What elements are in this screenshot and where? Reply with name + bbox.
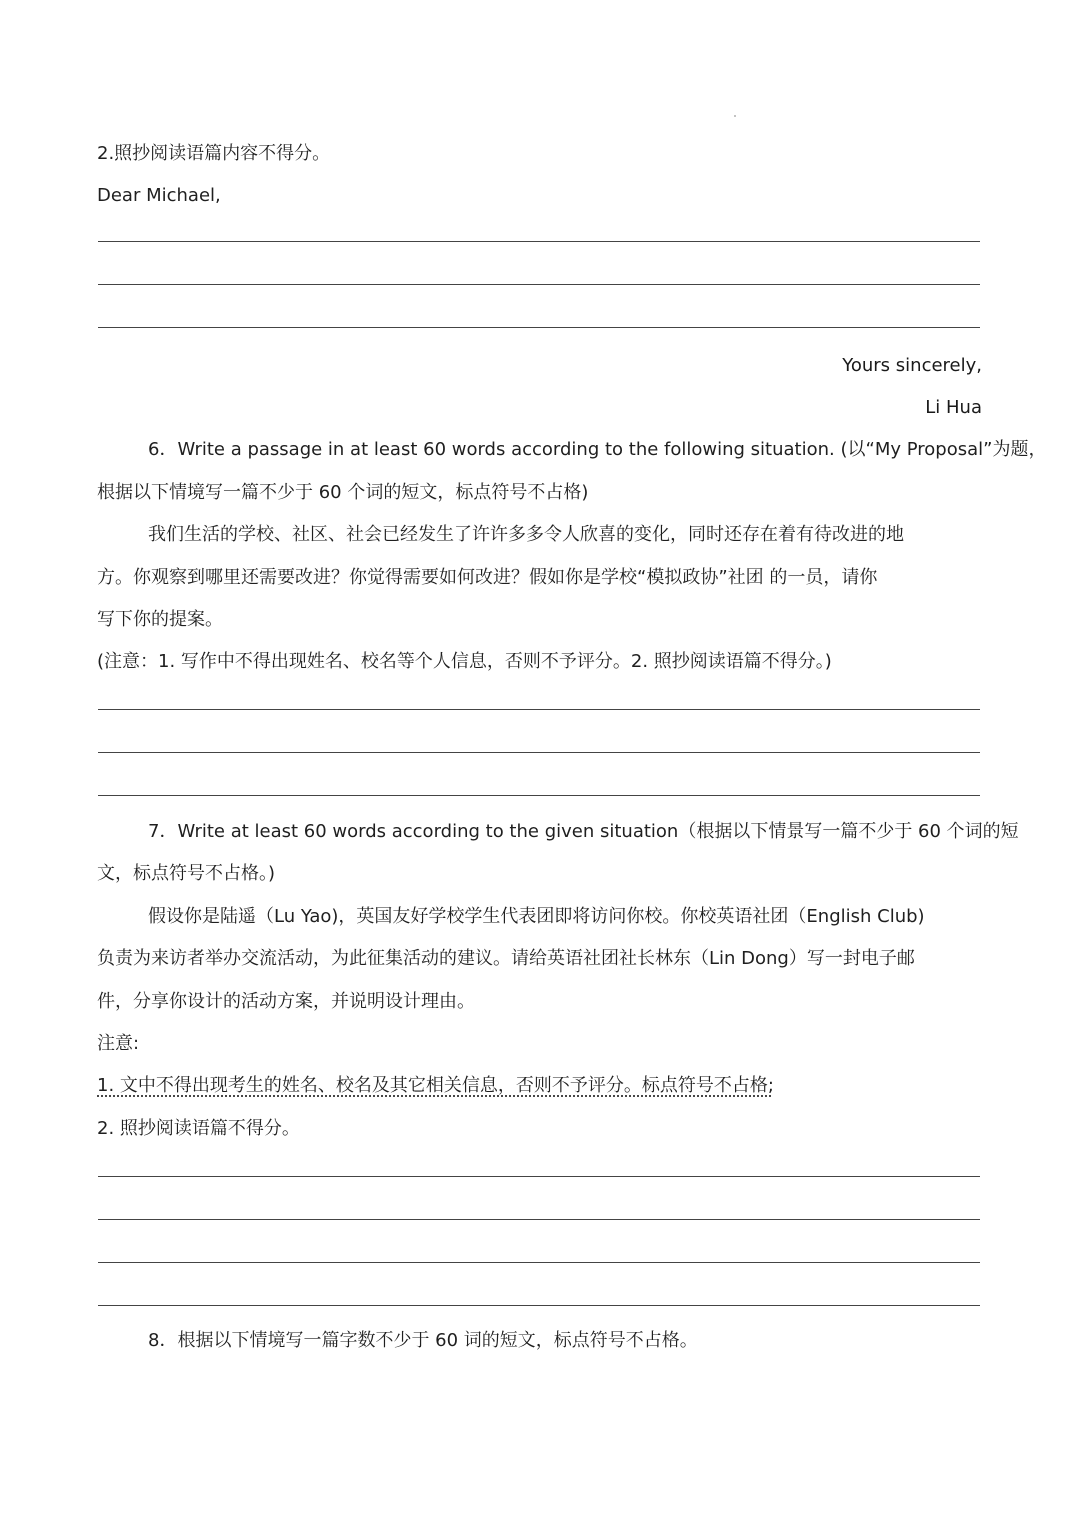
answer-line-task7-4[interactable] [98, 1305, 980, 1306]
task8-prompt-line-1: 8．根据以下情境写一篇字数不少于 60 词的短文，标点符号不占格。 [148, 1330, 698, 1351]
task7-prompt-line-2: 文，标点符号不占格。) [97, 863, 276, 884]
task6-prompt-line-2: 根据以下情境写一篇不少于 60 个词的短文，标点符号不占格) [97, 482, 589, 503]
task6-prompt-line-1: 6．Write a passage in at least 60 words according to the following situation. (以“My Proposal”为题， [148, 439, 1047, 460]
task6-note: (注意：1. 写作中不得出现姓名、校名等个人信息，否则不予评分。2. 照抄阅读语篇不得分。) [97, 651, 832, 672]
task7-note-title: 注意: [97, 1033, 140, 1054]
answer-line-task6-2[interactable] [98, 752, 980, 753]
answer-line-task7-2[interactable] [98, 1219, 980, 1220]
letter-salutation: Dear Michael, [97, 185, 221, 206]
answer-line-task7-1[interactable] [98, 1176, 980, 1177]
task5-note-2: 2.照抄阅读语篇内容不得分。 [97, 143, 331, 164]
task7-situation-line-2: 负责为来访者举办交流活动，为此征集活动的建议。请给英语社团社长林东（Lin Dong）写一封电子邮 [97, 948, 915, 969]
answer-line-task6-1[interactable] [98, 709, 980, 710]
task7-prompt-line-1: 7．Write at least 60 words according to the given situation（根据以下情景写一篇不少于 60 个词的短 [148, 821, 1019, 842]
task6-situation-line-1: 我们生活的学校、社区、社会已经发生了许许多多令人欣喜的变化，同时还存在着有待改进的地 [148, 524, 904, 545]
task7-situation-line-3: 件，分享你设计的活动方案，并说明设计理由。 [97, 991, 475, 1012]
answer-line-task5-3[interactable] [98, 327, 980, 328]
answer-line-task5-1[interactable] [98, 241, 980, 242]
answer-line-task6-3[interactable] [98, 795, 980, 796]
letter-closing: Yours sincerely, [842, 355, 982, 376]
task6-situation-line-2: 方。你观察到哪里还需要改进？你觉得需要如何改进？假如你是学校“模拟政协”社团 的一员，请你 [97, 567, 878, 588]
scan-speck [734, 115, 736, 117]
answer-line-task7-3[interactable] [98, 1262, 980, 1263]
task6-situation-line-3: 写下你的提案。 [97, 609, 223, 630]
task7-note-1: 1. 文中不得出现考生的姓名、校名及其它相关信息，否则不予评分。标点符号不占格; [97, 1075, 774, 1096]
answer-line-task5-2[interactable] [98, 284, 980, 285]
task7-situation-line-1: 假设你是陆遥（Lu Yao)，英国友好学校学生代表团即将访问你校。你校英语社团（English Club) [148, 906, 925, 927]
task7-note-2: 2. 照抄阅读语篇不得分。 [97, 1118, 300, 1139]
letter-signature: Li Hua [925, 397, 982, 418]
